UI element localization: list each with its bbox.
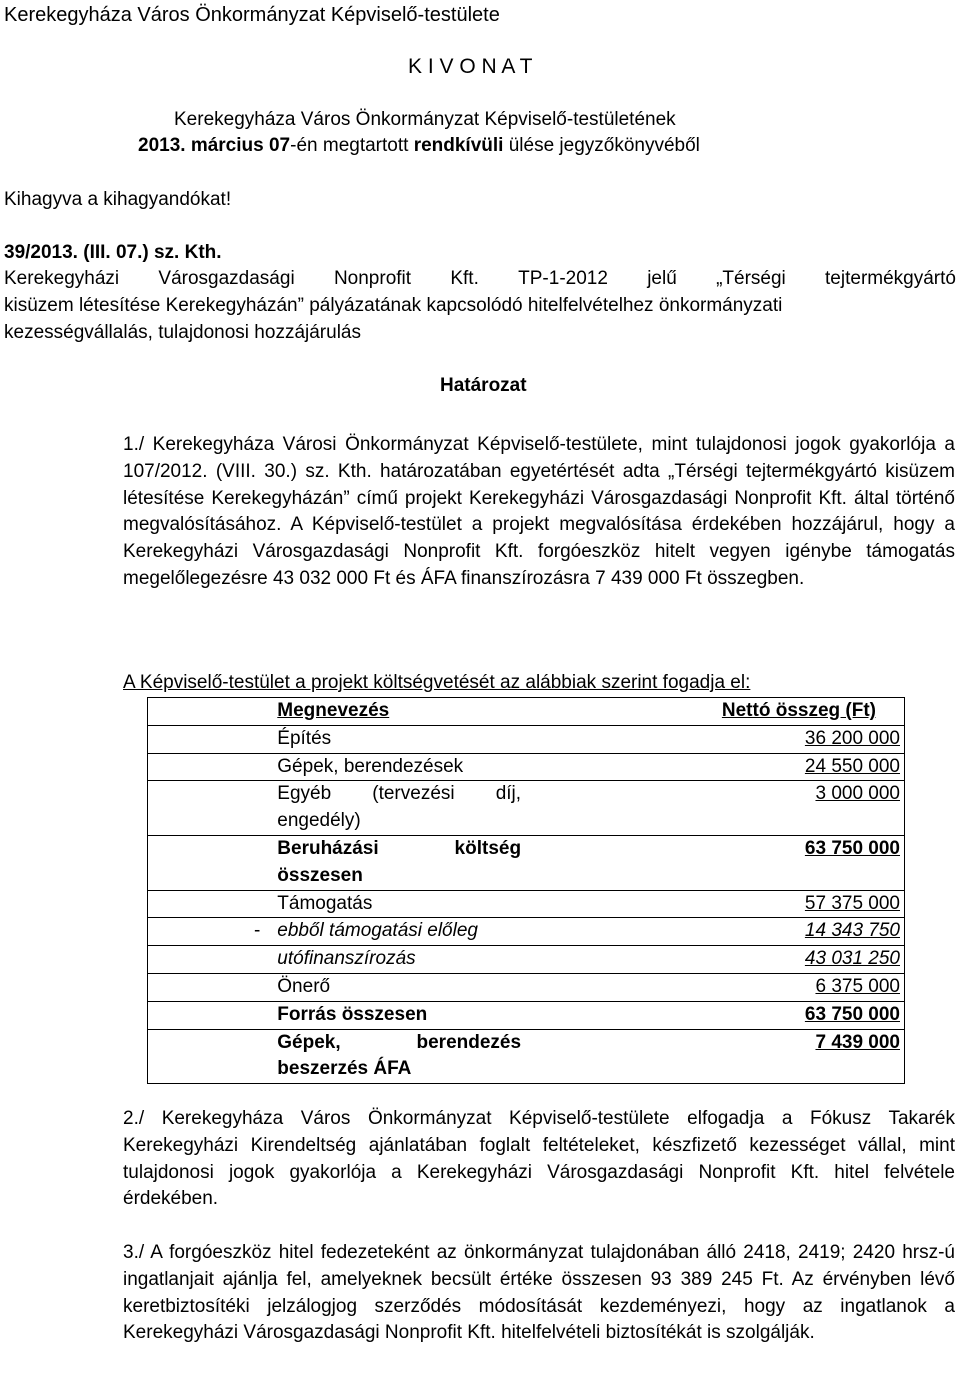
table-header-row xyxy=(148,698,905,726)
organization-name: Kerekegyháza Város Önkormányzat Képviselő-testülete xyxy=(4,4,500,26)
table-row: Forrás összesen 63 750 000 xyxy=(148,1001,905,1029)
subtitle-line-1: Kerekegyháza Város Önkormányzat Képviselő-testületének xyxy=(174,109,676,130)
table-row: Gépek, berendezések 24 550 000 xyxy=(148,753,905,781)
resolution-point-2: 2./ Kerekegyháza Város Önkormányzat Képviselő-testülete elfogadja a Fókusz Takarék Kerekegyházi Kirendeltség ajánlatában foglalt feltételeket, készfizető kezességet vállal, mint tulajdonosi jogok gyakorlója a Kerekegyházi Városgazdasági Nonprofit Kft. hitel felvétele érdekében. xyxy=(123,1108,955,1210)
budget-table xyxy=(147,697,905,1084)
budget-intro: A Képviselő-testület a projekt költségvetését az alábbiak szerint fogadja el: xyxy=(123,672,751,693)
resolution-heading: Határozat xyxy=(440,375,527,396)
omission-note: Kihagyva a kihagyandókat! xyxy=(4,189,232,210)
table-row: Beruházási költség összesen 63 750 000 xyxy=(148,835,905,890)
table-row: Gépek, berendezés beszerzés ÁFA 7 439 000 xyxy=(148,1029,905,1084)
column-header-name: Megnevezés xyxy=(277,698,521,726)
table-row: Támogatás 57 375 000 xyxy=(148,890,905,918)
document-title: K I V O N A T xyxy=(408,55,533,78)
table-row: - ebből támogatási előleg 14 343 750 xyxy=(148,918,905,946)
table-row: Egyéb (tervezési díj, engedély) 3 000 000 xyxy=(148,781,905,836)
resolution-number: 39/2013. (III. 07.) sz. Kth. xyxy=(4,242,222,263)
resolution-subject-line-1: Kerekegyházi Városgazdasági Nonprofit Kft. TP-1-2012 jelű „Térségi tejtermékgyártó xyxy=(4,268,956,289)
table-row: Önerő 6 375 000 xyxy=(148,973,905,1001)
table-row: utófinanszírozás 43 031 250 xyxy=(148,946,905,974)
resolution-subject-line-3: kezességvállalás, tulajdonosi hozzájárulás xyxy=(4,322,361,343)
subtitle-line-2: 2013. március 07-én megtartott rendkívüli ülése jegyzőkönyvéből xyxy=(138,135,700,156)
column-header-amount: Nettó összeg (Ft) xyxy=(551,698,905,726)
table-row: Építés 36 200 000 xyxy=(148,725,905,753)
resolution-subject-line-2: kisüzem létesítése Kerekegyházán” pályázatának kapcsolódó hitelfelvételhez önkormányzati xyxy=(4,295,783,316)
resolution-point-3: 3./ A forgóeszköz hitel fedezeteként az önkormányzat tulajdonában álló 2418, 2419; 2420 hrsz-ú ingatlanjait ajánlja fel, amelyeknek becsült értéke összesen 93 389 245 Ft. Az érvényben lévő keretbiztosítéki jelzálogjog szerződés módosítását kezdeményezi, hogy az ingatlanok a Kerekegyházi Városgazdasági Nonprofit Kft. hitelfelvételi biztosítékát is szolgálják. xyxy=(123,1242,955,1344)
resolution-point-1: 1./ Kerekegyháza Városi Önkormányzat Képviselő-testülete, mint tulajdonosi jogok gyakorlója a 107/2012. (VIII. 30.) sz. Kth. határozatában egyetértését adta „Térségi tejtermékgyártó kisüzem létesítése Kerekegyházán” című projekt Kerekegyházi Városgazdasági Nonprofit Kft. által történő megvalósításához. A Képviselő-testület a projekt megvalósítása érdekében hozzájárul, hogy a Kerekegyházi Városgazdasági Nonprofit Kft. forgóeszköz hitelt vegyen igénybe támogatás megelőlegezésre 43 032 000 Ft és ÁFA finanszírozásra 7 439 000 Ft összegben. xyxy=(123,434,955,589)
